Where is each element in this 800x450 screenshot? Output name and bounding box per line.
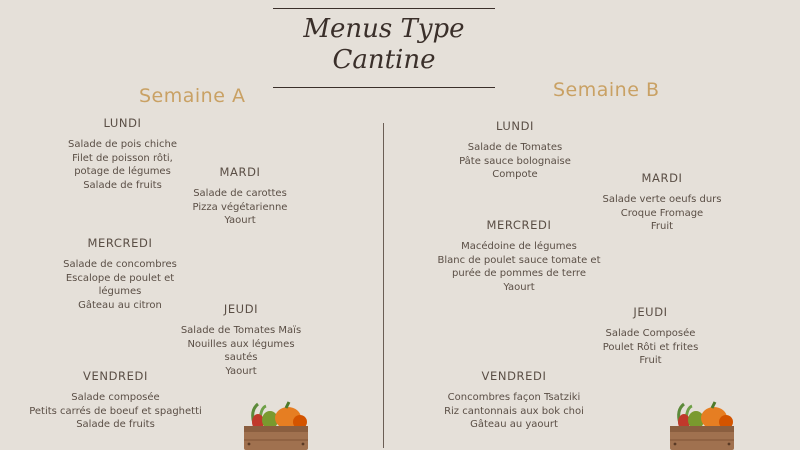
dish: Salade de pois chiche — [68, 138, 177, 150]
day-name: MARDI — [219, 165, 261, 179]
day-name: JEUDI — [223, 302, 259, 316]
week-b-monday — [445, 120, 585, 182]
page-title-line2: Cantine — [332, 45, 436, 75]
dish: Compote — [492, 169, 538, 181]
dish: Fruit — [639, 355, 662, 367]
dish: Macédoine de légumes — [461, 240, 577, 252]
dish: Salade de fruits — [83, 180, 162, 192]
day-name: JEUDI — [633, 305, 668, 319]
dish: Concombres façon Tsatziki — [447, 391, 581, 403]
dish: Salade de Tomates — [467, 141, 563, 153]
dish: Fruit — [650, 221, 674, 233]
vegetable-basket-icon — [240, 400, 312, 450]
page-title-line1: Menus Type — [303, 14, 465, 44]
week-b-wednesday — [428, 219, 610, 295]
week-b-title: Semaine B — [553, 79, 660, 101]
day-name: MARDI — [641, 171, 683, 185]
week-a-friday — [18, 370, 213, 432]
week-divider — [383, 123, 384, 448]
dish: Salade verte oeufs durs — [602, 193, 722, 205]
dish: Gâteau au citron — [78, 300, 162, 312]
dish: Yaourt — [225, 366, 257, 378]
week-a-thursday — [166, 303, 316, 379]
dish: potage de légumes — [74, 166, 171, 178]
dish: légumes — [98, 286, 142, 298]
dish: purée de pommes de terre — [452, 268, 586, 280]
dish: Riz cantonnais aux bok choi — [444, 405, 584, 417]
week-b-friday — [430, 370, 598, 432]
day-name: MERCREDI — [87, 236, 153, 250]
day-name: VENDREDI — [481, 369, 547, 383]
dish: Pâte sauce bolognaise — [459, 155, 571, 167]
week-b-thursday — [583, 306, 718, 368]
dish: Salade Composée — [605, 327, 696, 339]
day-name: MERCREDI — [486, 218, 552, 232]
week-a-title: Semaine A — [139, 85, 246, 107]
page-title — [273, 14, 495, 76]
dish: Croque Fromage — [620, 207, 704, 219]
week-b-tuesday — [592, 172, 732, 234]
dish: Salade de carottes — [193, 187, 287, 199]
dish: Blanc de poulet sauce tomate et — [437, 254, 601, 266]
week-a-wednesday — [45, 237, 195, 313]
day-name: LUNDI — [495, 119, 535, 133]
dish: Yaourt — [224, 215, 256, 227]
dish: Yaourt — [503, 282, 535, 294]
week-a-monday — [50, 117, 195, 193]
vegetable-basket-icon — [666, 400, 738, 450]
dish: Filet de poisson rôti, — [72, 152, 173, 164]
dish: Petits carrés de boeuf et spaghetti — [29, 405, 202, 417]
dish: Salade de concombres — [63, 258, 177, 270]
dish: Salade composée — [71, 391, 160, 403]
title-rule-top — [273, 8, 495, 9]
day-name: LUNDI — [103, 116, 142, 130]
week-a-tuesday — [176, 166, 304, 228]
dish: Poulet Rôti et frites — [602, 341, 699, 353]
dish: sautés — [224, 352, 258, 364]
title-rule-bottom — [273, 87, 495, 88]
dish: Gâteau au yaourt — [470, 419, 558, 431]
dish: Nouilles aux légumes — [187, 338, 295, 350]
dish: Salade de Tomates Maïs — [180, 324, 302, 336]
day-name: VENDREDI — [83, 369, 148, 383]
dish: Pizza végétarienne — [192, 201, 288, 213]
dish: Salade de fruits — [76, 419, 155, 431]
dish: Escalope de poulet et — [65, 272, 175, 284]
